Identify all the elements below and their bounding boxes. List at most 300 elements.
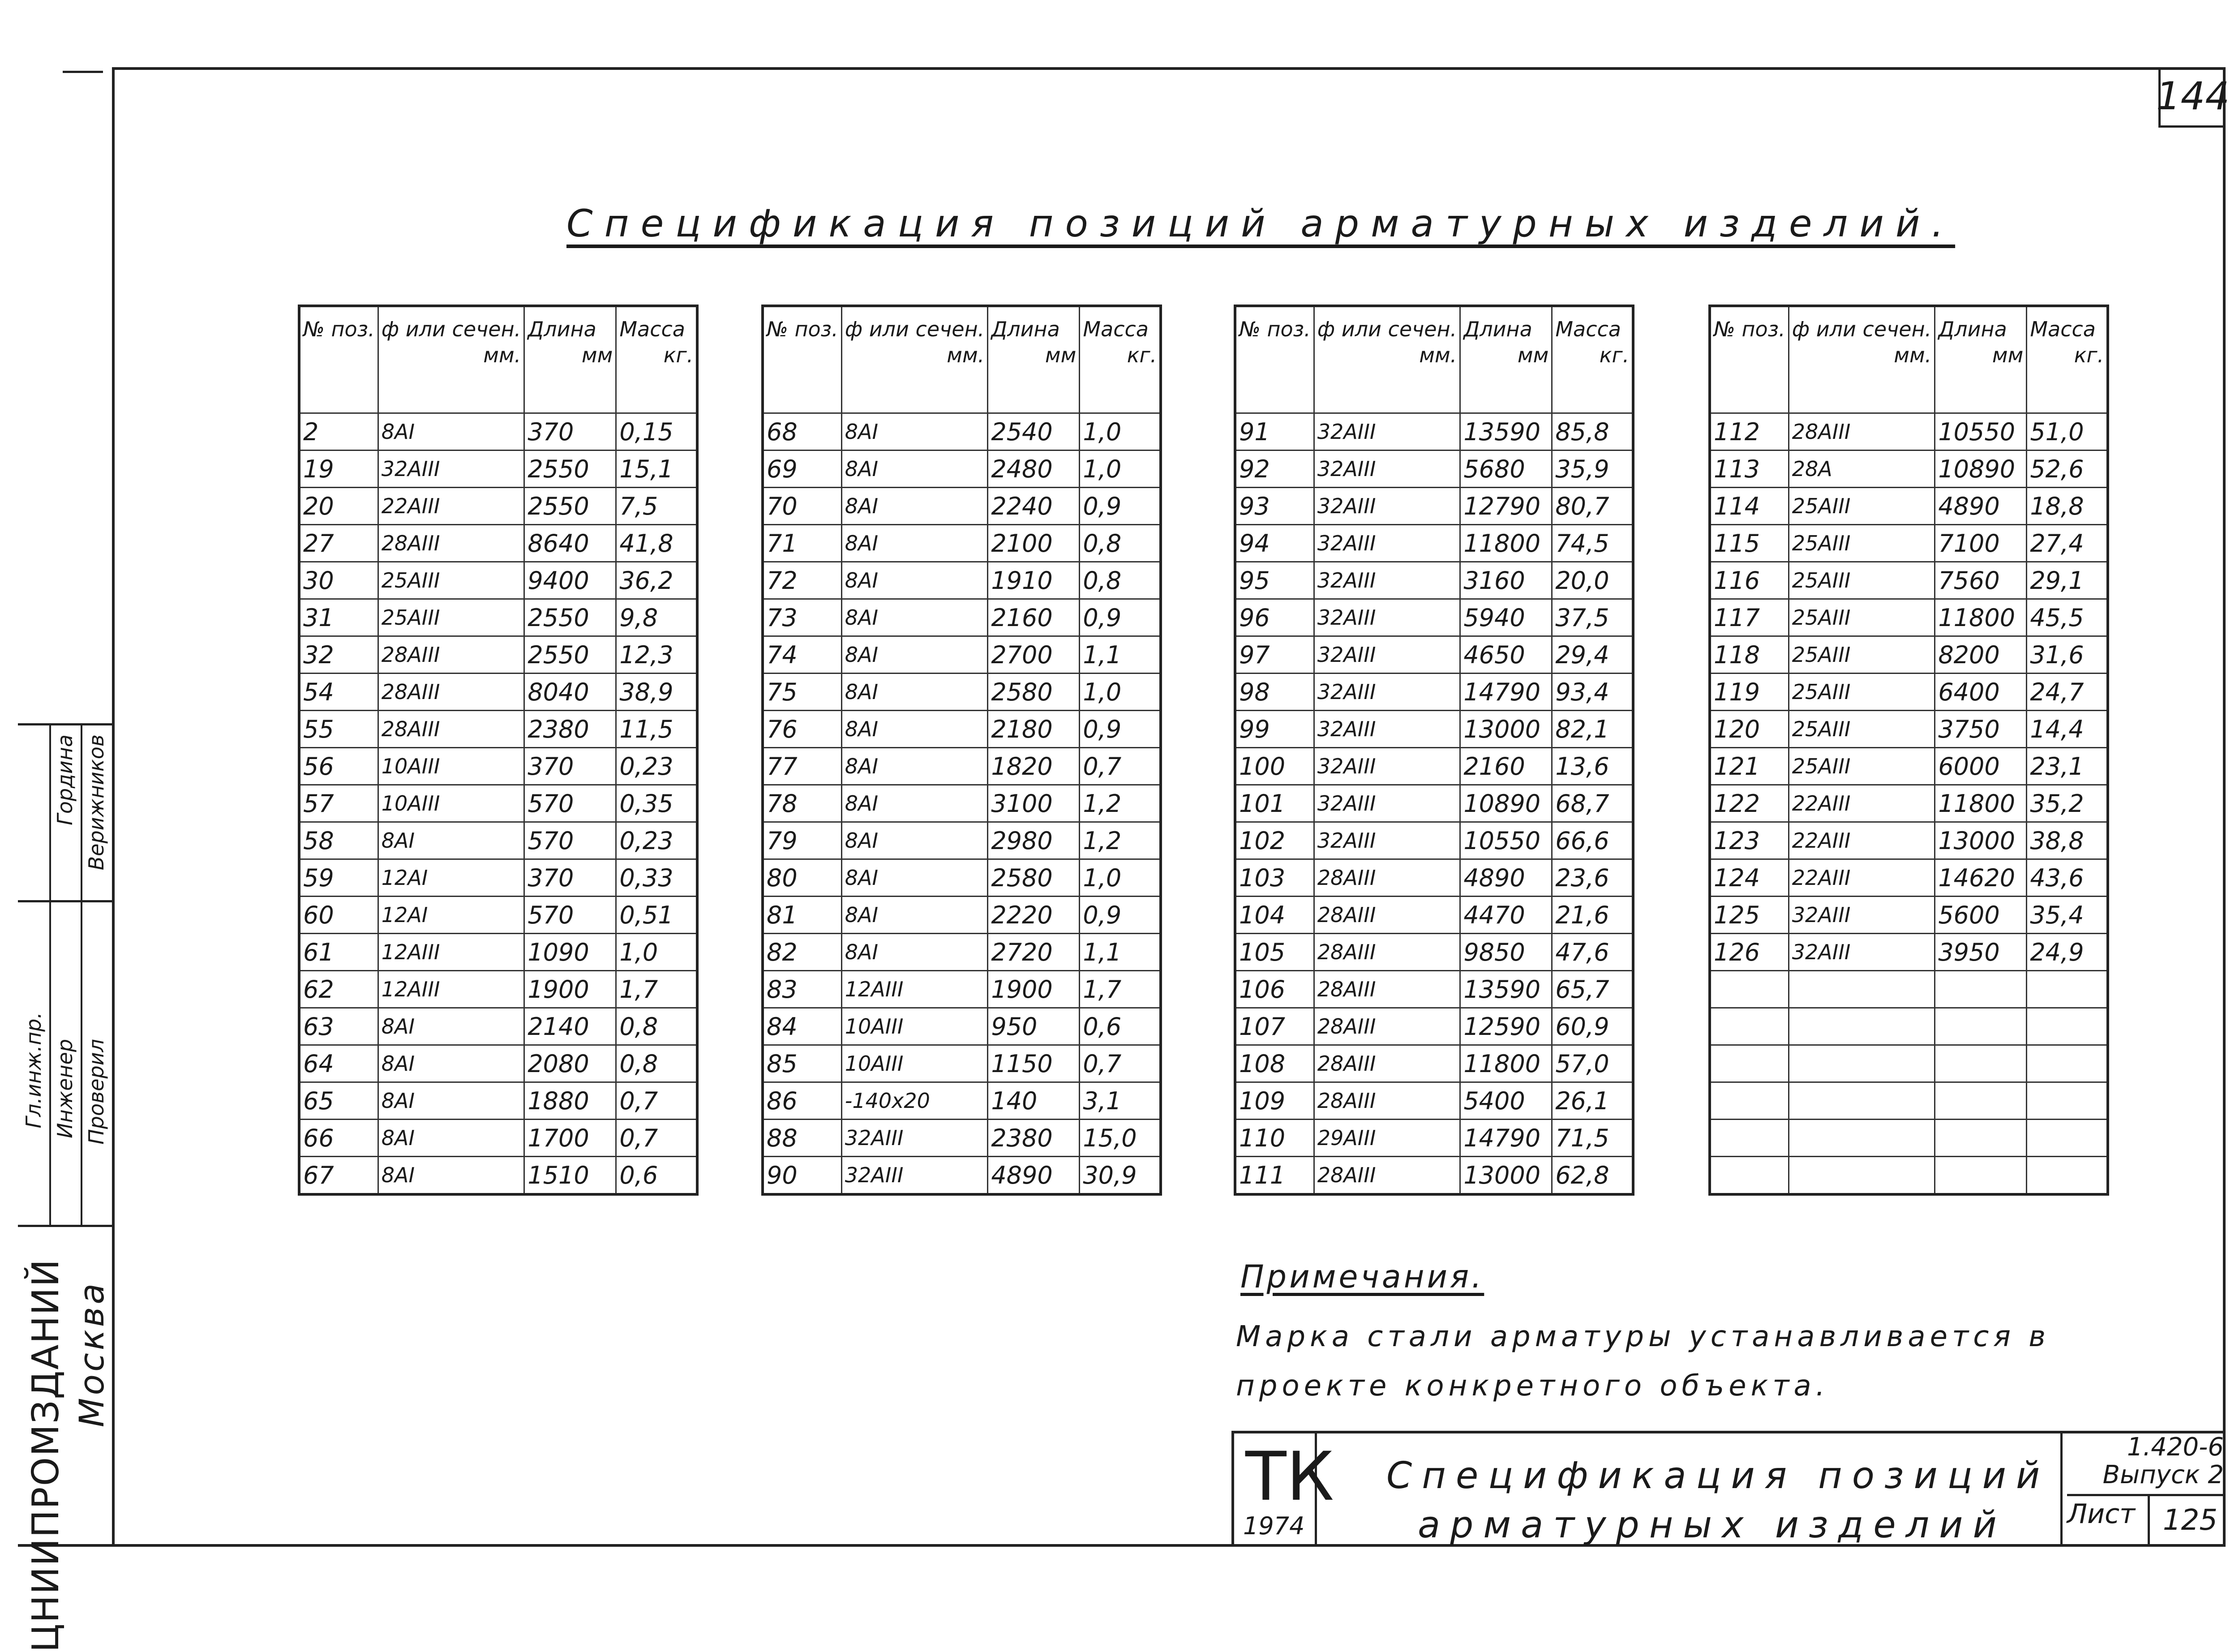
pos-cell: 81 xyxy=(763,897,841,934)
table-row xyxy=(299,785,697,822)
mass-cell: 1,1 xyxy=(1080,934,1161,971)
mass-cell: 35,2 xyxy=(2027,785,2108,822)
length-cell xyxy=(1935,1008,2027,1045)
mass-cell: 45,5 xyxy=(2027,599,2108,636)
pos-cell: 105 xyxy=(1235,934,1314,971)
mass-cell: 24,7 xyxy=(2027,674,2108,711)
mass-cell: 1,7 xyxy=(616,971,698,1008)
length-cell: 2100 xyxy=(988,525,1080,562)
pos-cell: 67 xyxy=(299,1157,378,1195)
mass-cell: 60,9 xyxy=(1552,1008,1634,1045)
section-cell: 28AIII xyxy=(378,711,524,748)
table-row xyxy=(1235,451,1633,488)
mass-cell: 68,7 xyxy=(1552,785,1634,822)
section-cell: 32AIII xyxy=(1314,451,1460,488)
pos-cell: 59 xyxy=(299,859,378,897)
table-row xyxy=(1710,525,2108,562)
length-cell: 570 xyxy=(524,897,616,934)
section-cell: 28AIII xyxy=(1314,1082,1460,1120)
pos-cell: 56 xyxy=(299,748,378,785)
section-cell: 8AI xyxy=(378,413,524,451)
length-cell: 1900 xyxy=(524,971,616,1008)
pos-cell: 73 xyxy=(763,599,841,636)
mass-cell: 71,5 xyxy=(1552,1120,1634,1157)
header-mass xyxy=(1552,306,1634,413)
table-row xyxy=(1710,822,2108,859)
table-row xyxy=(1235,599,1633,636)
table-row xyxy=(1235,1082,1633,1120)
section-cell: 32AIII xyxy=(1314,636,1460,674)
section-cell: 32AIII xyxy=(1314,674,1460,711)
title-line-2: арматурных изделий xyxy=(1418,1504,2007,1546)
pos-cell: 94 xyxy=(1235,525,1314,562)
stamp-city: Москва xyxy=(72,1281,112,1428)
pos-cell: 111 xyxy=(1235,1157,1314,1195)
table-row xyxy=(763,562,1161,599)
table-row xyxy=(763,822,1161,859)
pos-cell: 96 xyxy=(1235,599,1314,636)
table-row xyxy=(1235,711,1633,748)
section-cell: 8AI xyxy=(841,599,988,636)
stamp-divider xyxy=(18,1225,112,1227)
length-cell: 13000 xyxy=(1460,711,1552,748)
pos-cell: 19 xyxy=(299,451,378,488)
length-cell: 1090 xyxy=(524,934,616,971)
mass-cell: 14,4 xyxy=(2027,711,2108,748)
mass-cell: 52,6 xyxy=(2027,451,2108,488)
header-section-label: ф или сечен. xyxy=(1317,317,1457,341)
length-cell: 5680 xyxy=(1460,451,1552,488)
header-section-unit: мм. xyxy=(1419,343,1457,367)
table-row xyxy=(763,1045,1161,1082)
header-mass-label: Масса xyxy=(619,317,685,341)
mass-cell: 0,23 xyxy=(616,748,698,785)
pos-cell: 64 xyxy=(299,1045,378,1082)
table-row xyxy=(763,934,1161,971)
pos-cell: 124 xyxy=(1710,859,1789,897)
table-row xyxy=(1710,1082,2108,1120)
section-cell: -140x20 xyxy=(841,1082,988,1120)
table-row xyxy=(299,822,697,859)
length-cell: 2160 xyxy=(988,599,1080,636)
table-row xyxy=(1235,1120,1633,1157)
pos-cell: 108 xyxy=(1235,1045,1314,1082)
mass-cell: 41,8 xyxy=(616,525,698,562)
length-cell: 2540 xyxy=(988,413,1080,451)
mass-cell: 0,9 xyxy=(1080,599,1161,636)
pos-cell: 70 xyxy=(763,488,841,525)
spec-table-3 xyxy=(1234,305,1634,1196)
mass-cell: 1,0 xyxy=(1080,674,1161,711)
table-row xyxy=(299,1082,697,1120)
table-header-row xyxy=(1710,306,2108,413)
table-row xyxy=(299,897,697,934)
mass-cell: 93,4 xyxy=(1552,674,1634,711)
table-row xyxy=(763,859,1161,897)
table-row xyxy=(299,711,697,748)
length-cell: 9850 xyxy=(1460,934,1552,971)
notes-text: Марка стали арматуры устанавливается в проекте конкретного объекта. xyxy=(1236,1320,2050,1403)
length-cell: 10550 xyxy=(1935,413,2027,451)
pos-cell: 115 xyxy=(1710,525,1789,562)
header-section xyxy=(1314,306,1460,413)
table-row xyxy=(299,1045,697,1082)
pos-cell: 125 xyxy=(1710,897,1789,934)
section-cell: 8AI xyxy=(841,488,988,525)
section-cell: 32AIII xyxy=(1314,525,1460,562)
mass-cell: 1,2 xyxy=(1080,785,1161,822)
section-cell: 32AIII xyxy=(1789,934,1935,971)
section-cell: 32AIII xyxy=(1789,897,1935,934)
tk-year: 1974 xyxy=(1243,1512,1305,1540)
length-cell: 4650 xyxy=(1460,636,1552,674)
mass-cell: 47,6 xyxy=(1552,934,1634,971)
section-cell: 28AIII xyxy=(1314,971,1460,1008)
section-cell: 32AIII xyxy=(841,1157,988,1195)
table-row xyxy=(299,451,697,488)
tk-mark: ТК xyxy=(1245,1438,1334,1516)
length-cell: 2140 xyxy=(524,1008,616,1045)
length-cell: 370 xyxy=(524,413,616,451)
header-pos xyxy=(763,306,841,413)
length-cell: 14620 xyxy=(1935,859,2027,897)
length-cell xyxy=(1935,1045,2027,1082)
section-cell: 8AI xyxy=(378,1157,524,1195)
mass-cell: 0,7 xyxy=(616,1082,698,1120)
length-cell: 6000 xyxy=(1935,748,2027,785)
section-cell: 22AIII xyxy=(1789,822,1935,859)
table-row xyxy=(1710,562,2108,599)
mass-cell xyxy=(2027,1082,2108,1120)
section-cell xyxy=(1789,1008,1935,1045)
table-row xyxy=(763,525,1161,562)
mass-cell: 38,8 xyxy=(2027,822,2108,859)
mass-cell: 20,0 xyxy=(1552,562,1634,599)
sheet-num: 125 xyxy=(2148,1494,2230,1547)
table-row xyxy=(1710,785,2108,822)
stamp-col-line xyxy=(49,725,51,1225)
mass-cell: 13,6 xyxy=(1552,748,1634,785)
length-cell: 13000 xyxy=(1460,1157,1552,1195)
length-cell: 12590 xyxy=(1460,1008,1552,1045)
table-row xyxy=(1710,748,2108,785)
table-header-row xyxy=(763,306,1161,413)
mass-cell: 0,6 xyxy=(616,1157,698,1195)
header-pos-label: № поз. xyxy=(1239,317,1311,341)
length-cell: 1880 xyxy=(524,1082,616,1120)
table-row xyxy=(1710,674,2108,711)
section-cell: 8AI xyxy=(841,711,988,748)
length-cell: 10550 xyxy=(1460,822,1552,859)
pos-cell: 20 xyxy=(299,488,378,525)
section-cell: 8AI xyxy=(841,451,988,488)
mass-cell: 12,3 xyxy=(616,636,698,674)
section-cell: 10AIII xyxy=(378,748,524,785)
header-length-label: Длина xyxy=(528,317,596,341)
table-row xyxy=(763,451,1161,488)
header-length xyxy=(1935,306,2027,413)
table-row xyxy=(1710,413,2108,451)
length-cell: 5400 xyxy=(1460,1082,1552,1120)
pos-cell: 120 xyxy=(1710,711,1789,748)
pos-cell: 80 xyxy=(763,859,841,897)
mass-cell: 18,8 xyxy=(2027,488,2108,525)
length-cell: 12790 xyxy=(1460,488,1552,525)
mass-cell xyxy=(2027,1045,2108,1082)
pos-cell: 76 xyxy=(763,711,841,748)
stamp-name-2: Верижников xyxy=(84,734,108,871)
section-cell: 32AIII xyxy=(1314,562,1460,599)
header-length-label: Длина xyxy=(1938,317,2007,341)
section-cell: 25AIII xyxy=(1789,562,1935,599)
pos-cell: 109 xyxy=(1235,1082,1314,1120)
length-cell: 2550 xyxy=(524,599,616,636)
table-row xyxy=(1710,1157,2108,1195)
header-pos-label: № поз. xyxy=(767,317,838,341)
pos-cell: 122 xyxy=(1710,785,1789,822)
mass-cell: 0,8 xyxy=(616,1045,698,1082)
section-cell: 8AI xyxy=(841,897,988,934)
length-cell: 140 xyxy=(988,1082,1080,1120)
length-cell: 950 xyxy=(988,1008,1080,1045)
mass-cell: 35,4 xyxy=(2027,897,2108,934)
header-section xyxy=(841,306,988,413)
mass-cell: 0,7 xyxy=(616,1120,698,1157)
mass-cell: 0,33 xyxy=(616,859,698,897)
mass-cell: 11,5 xyxy=(616,711,698,748)
pos-cell: 93 xyxy=(1235,488,1314,525)
table-row xyxy=(1235,525,1633,562)
mass-cell: 37,5 xyxy=(1552,599,1634,636)
mass-cell: 35,9 xyxy=(1552,451,1634,488)
table-row xyxy=(299,1120,697,1157)
header-section-unit: мм. xyxy=(1894,343,1932,367)
title-block-title xyxy=(1386,1451,2050,1550)
length-cell: 1910 xyxy=(988,562,1080,599)
table-row xyxy=(299,859,697,897)
table-row xyxy=(299,1008,697,1045)
pos-cell: 101 xyxy=(1235,785,1314,822)
table-row xyxy=(1235,748,1633,785)
header-mass xyxy=(616,306,698,413)
header-length-unit: мм xyxy=(1992,343,2024,367)
pos-cell: 119 xyxy=(1710,674,1789,711)
header-mass-unit: кг. xyxy=(1599,343,1630,367)
section-cell: 32AIII xyxy=(1314,599,1460,636)
table-row xyxy=(299,934,697,971)
pos-cell xyxy=(1710,1008,1789,1045)
mass-cell: 15,0 xyxy=(1080,1120,1161,1157)
pos-cell: 79 xyxy=(763,822,841,859)
table-header-row xyxy=(1235,306,1633,413)
length-cell: 370 xyxy=(524,859,616,897)
section-cell: 28AIII xyxy=(1789,413,1935,451)
section-cell: 12AIII xyxy=(841,971,988,1008)
length-cell: 1700 xyxy=(524,1120,616,1157)
section-cell: 32AIII xyxy=(1314,488,1460,525)
header-section-label: ф или сечен. xyxy=(1792,317,1932,341)
length-cell: 7560 xyxy=(1935,562,2027,599)
length-cell: 2980 xyxy=(988,822,1080,859)
mass-cell: 30,9 xyxy=(1080,1157,1161,1195)
section-cell: 32AIII xyxy=(1314,413,1460,451)
table-row xyxy=(1235,636,1633,674)
section-cell: 32AIII xyxy=(1314,711,1460,748)
header-section-label: ф или сечен. xyxy=(845,317,985,341)
pos-cell: 32 xyxy=(299,636,378,674)
header-section-unit: мм. xyxy=(947,343,985,367)
pos-cell: 99 xyxy=(1235,711,1314,748)
length-cell: 2380 xyxy=(988,1120,1080,1157)
pos-cell: 30 xyxy=(299,562,378,599)
length-cell: 3160 xyxy=(1460,562,1552,599)
table-row xyxy=(763,1120,1161,1157)
mass-cell: 1,0 xyxy=(1080,451,1161,488)
section-cell: 8AI xyxy=(841,748,988,785)
table-row xyxy=(1235,1045,1633,1082)
table-row xyxy=(1235,488,1633,525)
table-row xyxy=(763,897,1161,934)
section-cell: 32AIII xyxy=(1314,748,1460,785)
section-cell: 28AIII xyxy=(1314,934,1460,971)
mass-cell xyxy=(2027,1120,2108,1157)
length-cell: 6400 xyxy=(1935,674,2027,711)
header-length xyxy=(1460,306,1552,413)
section-cell: 22AIII xyxy=(378,488,524,525)
sheet-label: Лист xyxy=(2067,1498,2136,1530)
section-cell: 32AIII xyxy=(841,1120,988,1157)
header-mass xyxy=(2027,306,2108,413)
header-length-unit: мм xyxy=(1517,343,1549,367)
section-cell: 12AIII xyxy=(378,971,524,1008)
length-cell: 2160 xyxy=(1460,748,1552,785)
section-cell: 8AI xyxy=(841,674,988,711)
pos-cell: 78 xyxy=(763,785,841,822)
mass-cell: 0,8 xyxy=(1080,562,1161,599)
length-cell: 4890 xyxy=(988,1157,1080,1195)
table-row xyxy=(1710,859,2108,897)
length-cell: 2240 xyxy=(988,488,1080,525)
spec-table-4 xyxy=(1708,305,2109,1196)
table-row xyxy=(763,1157,1161,1195)
pos-cell: 102 xyxy=(1235,822,1314,859)
header-section xyxy=(378,306,524,413)
table-row xyxy=(1710,488,2108,525)
stamp-row-line xyxy=(18,900,112,902)
pos-cell: 100 xyxy=(1235,748,1314,785)
section-cell: 25AIII xyxy=(1789,488,1935,525)
header-length xyxy=(988,306,1080,413)
mass-cell: 0,7 xyxy=(1080,1045,1161,1082)
length-cell: 8200 xyxy=(1935,636,2027,674)
table-row xyxy=(1235,674,1633,711)
length-cell: 11800 xyxy=(1935,785,2027,822)
mass-cell: 7,5 xyxy=(616,488,698,525)
section-cell: 8AI xyxy=(378,1008,524,1045)
mass-cell: 0,8 xyxy=(1080,525,1161,562)
mass-cell: 66,6 xyxy=(1552,822,1634,859)
section-cell: 8AI xyxy=(841,636,988,674)
pos-cell xyxy=(1710,1045,1789,1082)
header-mass-label: Масса xyxy=(1083,317,1149,341)
mass-cell xyxy=(2027,971,2108,1008)
table-row xyxy=(1710,897,2108,934)
section-cell: 28AIII xyxy=(1314,1045,1460,1082)
pos-cell: 31 xyxy=(299,599,378,636)
doc-code xyxy=(2067,1433,2224,1496)
section-cell: 25AIII xyxy=(1789,748,1935,785)
section-cell: 25AIII xyxy=(1789,525,1935,562)
section-cell: 32AIII xyxy=(378,451,524,488)
length-cell: 14790 xyxy=(1460,674,1552,711)
stamp-col-line xyxy=(81,725,82,1225)
length-cell: 14790 xyxy=(1460,1120,1552,1157)
table-row xyxy=(1235,1008,1633,1045)
mass-cell: 0,8 xyxy=(616,1008,698,1045)
pos-cell: 97 xyxy=(1235,636,1314,674)
mass-cell: 80,7 xyxy=(1552,488,1634,525)
mass-cell: 29,4 xyxy=(1552,636,1634,674)
stamp-name-1: Гордина xyxy=(53,734,77,825)
mass-cell: 0,51 xyxy=(616,897,698,934)
header-mass-unit: кг. xyxy=(2074,343,2104,367)
frame-right xyxy=(2223,67,2226,1545)
length-cell: 11800 xyxy=(1460,525,1552,562)
pos-cell: 54 xyxy=(299,674,378,711)
length-cell: 3950 xyxy=(1935,934,2027,971)
mass-cell: 74,5 xyxy=(1552,525,1634,562)
mass-cell: 0,7 xyxy=(1080,748,1161,785)
mass-cell: 65,7 xyxy=(1552,971,1634,1008)
header-mass-unit: кг. xyxy=(663,343,694,367)
table-row xyxy=(763,488,1161,525)
side-stamp xyxy=(18,723,112,1652)
length-cell: 1900 xyxy=(988,971,1080,1008)
mass-cell: 23,6 xyxy=(1552,859,1634,897)
pos-cell xyxy=(1710,971,1789,1008)
length-cell xyxy=(1935,1120,2027,1157)
pos-cell: 2 xyxy=(299,413,378,451)
length-cell xyxy=(1935,1157,2027,1195)
length-cell: 3100 xyxy=(988,785,1080,822)
length-cell: 2480 xyxy=(988,451,1080,488)
section-cell: 29AIII xyxy=(1314,1120,1460,1157)
header-pos xyxy=(1235,306,1314,413)
pos-cell xyxy=(1710,1120,1789,1157)
table-row xyxy=(763,711,1161,748)
page-title: Спецификация позиций арматурных изделий. xyxy=(566,202,1956,245)
length-cell: 4890 xyxy=(1460,859,1552,897)
doc-code-line-2: Выпуск 2 xyxy=(2102,1460,2224,1489)
pos-cell: 118 xyxy=(1710,636,1789,674)
table-row xyxy=(299,525,697,562)
section-cell: 12AI xyxy=(378,859,524,897)
length-cell: 2550 xyxy=(524,451,616,488)
pos-cell: 114 xyxy=(1710,488,1789,525)
header-mass-label: Масса xyxy=(2030,317,2096,341)
title-line-1: Спецификация позиций xyxy=(1386,1455,2050,1497)
mass-cell: 62,8 xyxy=(1552,1157,1634,1195)
section-cell: 8AI xyxy=(841,859,988,897)
pos-cell: 74 xyxy=(763,636,841,674)
mass-cell: 1,1 xyxy=(1080,636,1161,674)
title-block xyxy=(1231,1431,2226,1547)
length-cell: 2720 xyxy=(988,934,1080,971)
pos-cell xyxy=(1710,1082,1789,1120)
mass-cell: 24,9 xyxy=(2027,934,2108,971)
mass-cell: 82,1 xyxy=(1552,711,1634,748)
frame-top xyxy=(112,67,2226,70)
